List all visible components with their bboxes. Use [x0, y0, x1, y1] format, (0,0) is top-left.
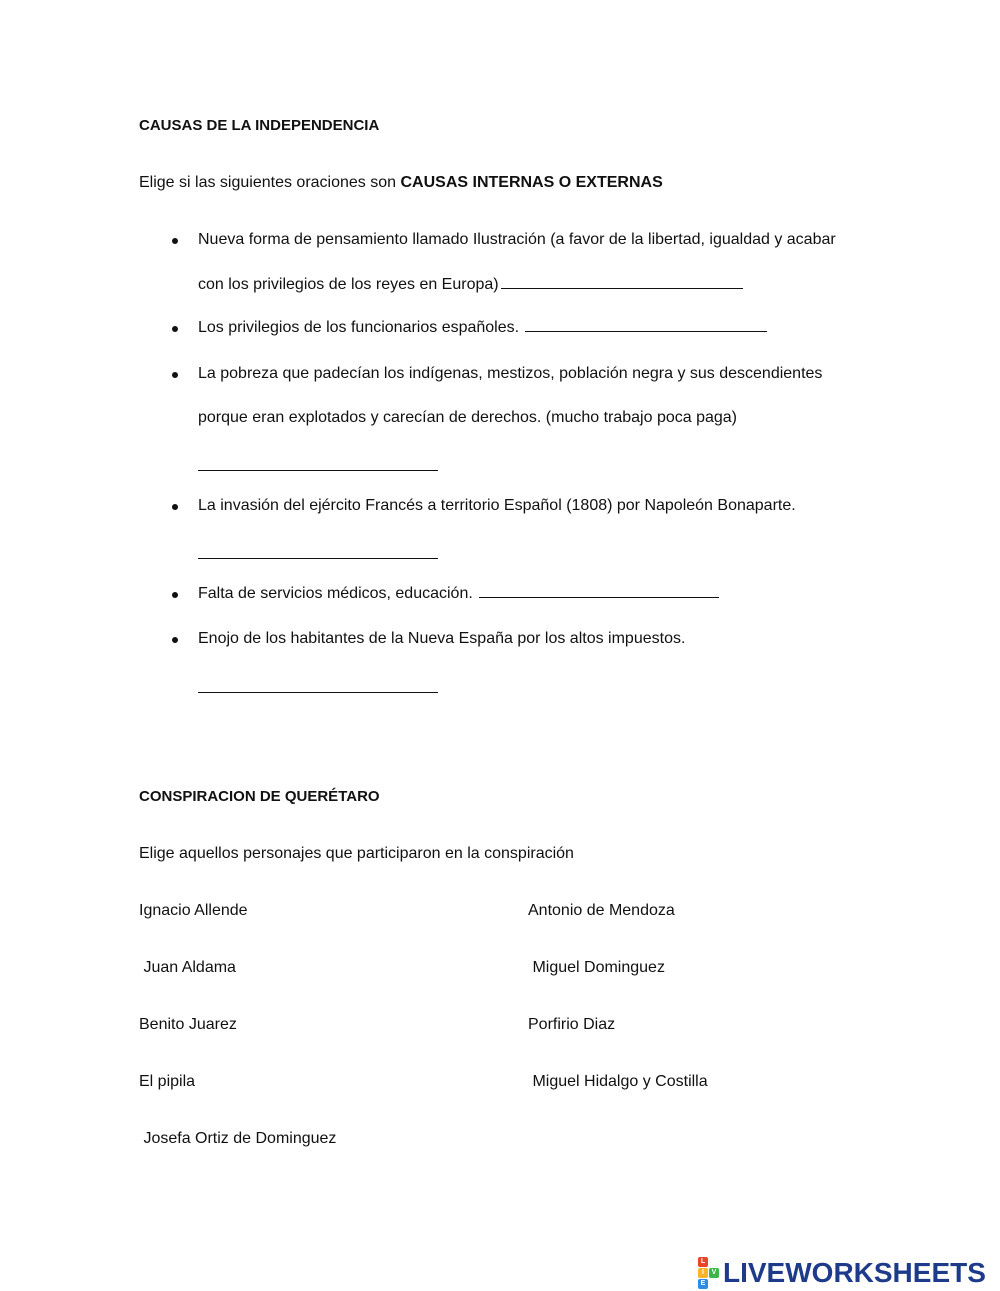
instruction-conspiracion: Elige aquellos personajes que participaron en la conspiración [139, 845, 574, 862]
item-5-line1 [198, 585, 719, 603]
item-1-line2 [198, 276, 743, 294]
item-3-line1: La pobreza que padecían los indígenas, mestizos, población negra y sus descendientes [198, 365, 823, 382]
logo-tile-i: I [698, 1268, 708, 1278]
answer-blank-2[interactable] [525, 330, 767, 332]
logo-tile-e: E [698, 1279, 708, 1289]
name-option-left-1[interactable]: Ignacio Allende [139, 902, 248, 919]
item-1-line1: Nueva forma de pensamiento llamado Ilustración (a favor de la libertad, igualdad y acabar [198, 231, 836, 248]
section-title-causas: CAUSAS DE LA INDEPENDENCIA [139, 117, 380, 134]
name-option-right-3[interactable]: Porfirio Diaz [528, 1016, 616, 1033]
bullet-5 [172, 592, 178, 598]
section-title-conspiracion: CONSPIRACION DE QUERÉTARO [139, 788, 380, 805]
name-option-right-2[interactable]: Miguel Dominguez [528, 959, 665, 976]
liveworksheets-logo [698, 1258, 986, 1288]
item-2-text: Los privilegios de los funcionarios españoles. [198, 319, 520, 336]
item-1-line2-text: con los privilegios de los reyes en Europa) [198, 276, 499, 293]
item-5-text: Falta de servicios médicos, educación. [198, 585, 473, 602]
instruction-causas-bold: CAUSAS INTERNAS O EXTERNAS [400, 174, 663, 191]
item-3-line2: porque eran explotados y carecían de derechos. (mucho trabajo poca paga) [198, 409, 738, 426]
item-6-line1: Enojo de los habitantes de la Nueva España por los altos impuestos. [198, 630, 686, 647]
answer-blank-5[interactable] [479, 596, 719, 598]
logo-tile-l: L [698, 1257, 708, 1267]
bullet-2 [172, 326, 178, 332]
instruction-causas-prefix: Elige si las siguientes oraciones son [139, 174, 401, 191]
name-option-left-5[interactable]: Josefa Ortiz de Dominguez [139, 1130, 337, 1147]
liveworksheets-logo-icon [698, 1257, 719, 1289]
bullet-6 [172, 637, 178, 643]
name-option-left-3[interactable]: Benito Juarez [139, 1016, 237, 1033]
answer-blank-1[interactable] [501, 287, 743, 289]
name-option-right-4[interactable]: Miguel Hidalgo y Costilla [528, 1073, 708, 1090]
bullet-4 [172, 504, 178, 510]
bullet-3 [172, 372, 178, 378]
logo-tile-v: V [709, 1268, 719, 1278]
answer-blank-4[interactable] [198, 558, 438, 559]
instruction-causas [139, 174, 663, 192]
name-option-left-4[interactable]: El pipila [139, 1073, 196, 1090]
name-option-right-1[interactable]: Antonio de Mendoza [528, 902, 675, 919]
bullet-1 [172, 238, 178, 244]
item-2-line1 [198, 319, 767, 337]
name-option-left-2[interactable]: Juan Aldama [139, 959, 236, 976]
answer-blank-3[interactable] [198, 470, 438, 471]
liveworksheets-logo-text: LIVEWORKSHEETS [723, 1257, 986, 1288]
answer-blank-6[interactable] [198, 692, 438, 693]
item-4-line1: La invasión del ejército Francés a territorio Español (1808) por Napoleón Bonaparte. [198, 497, 796, 514]
